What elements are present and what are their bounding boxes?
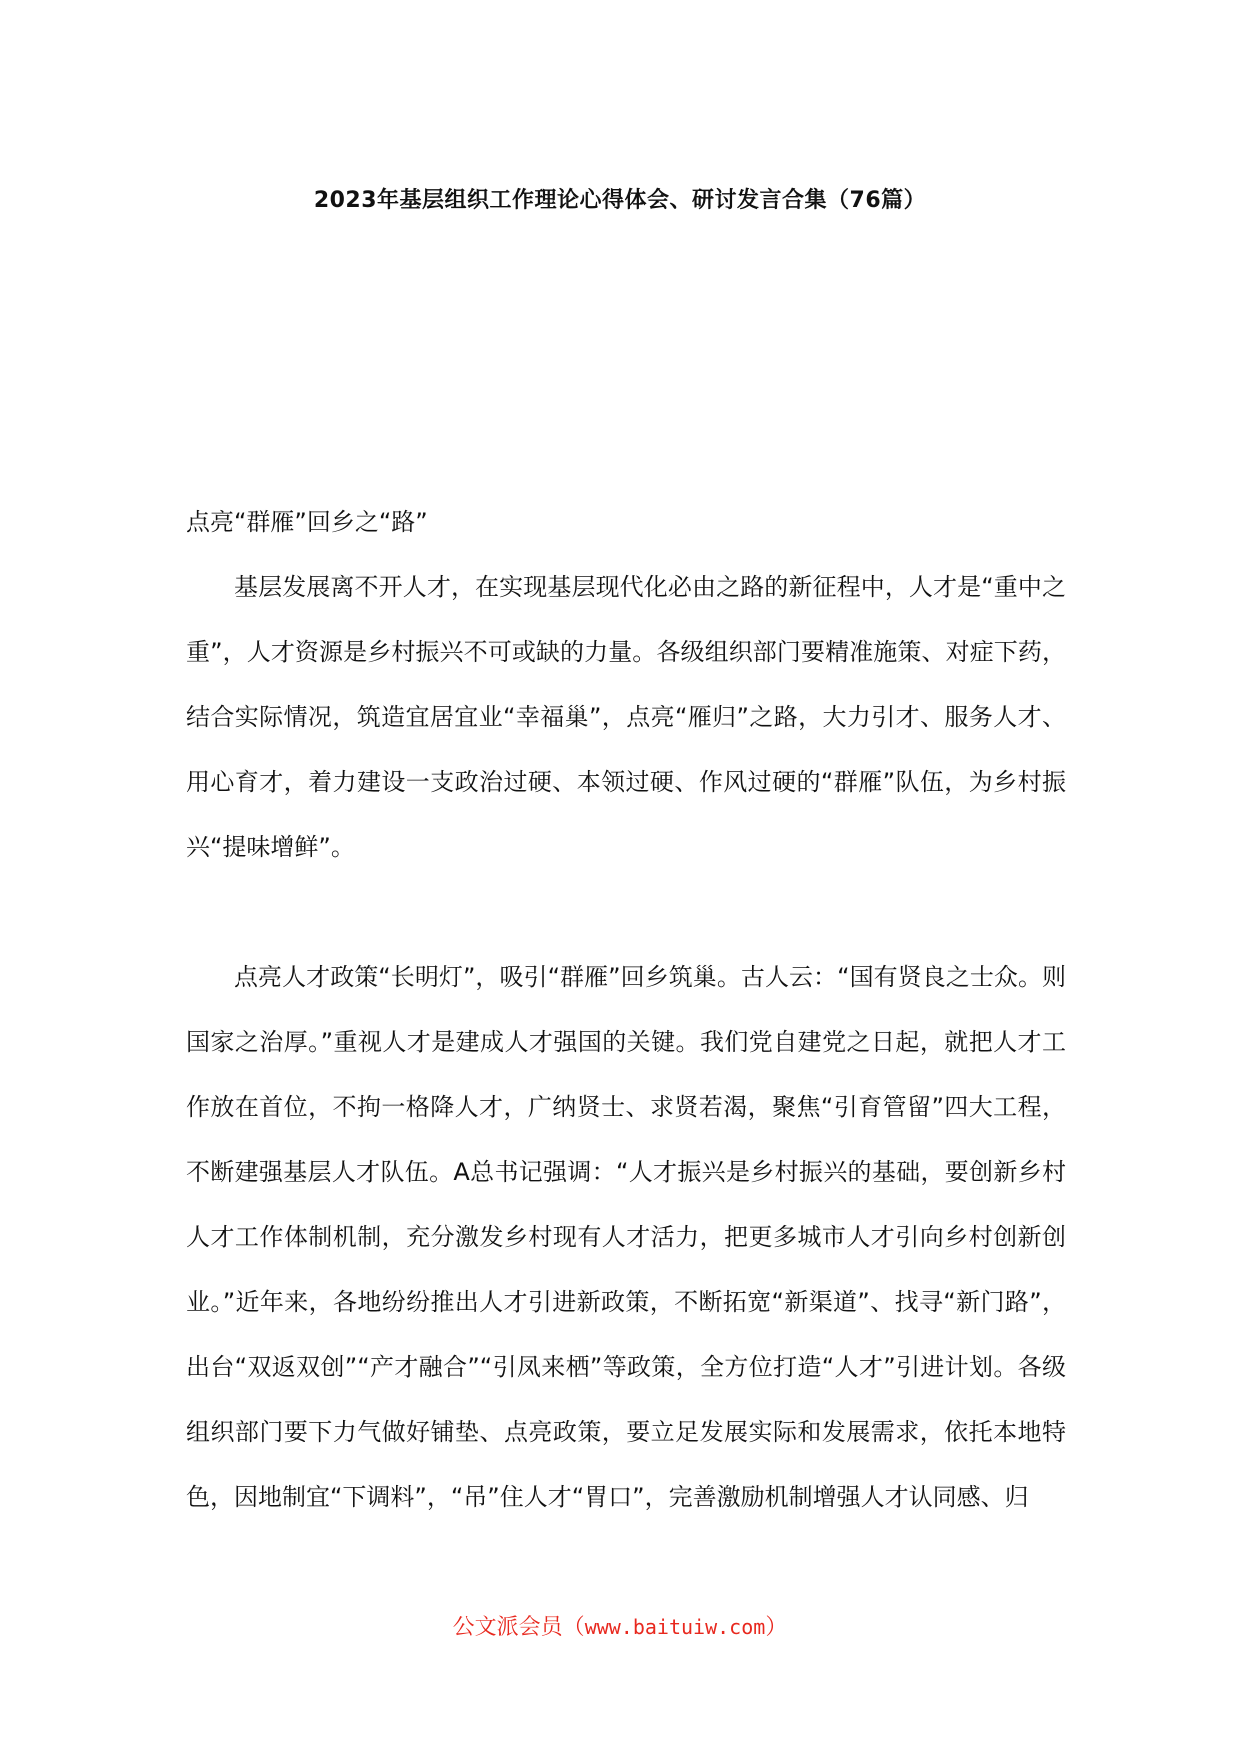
footer-close-paren: ） (765, 1615, 788, 1640)
footer-url[interactable]: www.baituiw.com (584, 1615, 766, 1639)
footer-open-paren: （ (562, 1615, 585, 1640)
section-heading: 点亮“群雁”回乡之“路” (186, 508, 428, 536)
paragraph-1: 基层发展离不开人才，在实现基层现代化必由之路的新征程中，人才是“重中之重”，人才资源是乡村振兴不可或缺的力量。各级组织部门要精准施策、对症下药，结合实际情况，筑造宜居宜业“幸福巢”，点亮“雁归”之路，大力引才、服务人才、用心育才，着力建设一支政治过硬、本领过硬、作风过硬的“群雁”队伍，为乡村振兴“提味增鲜”。 (186, 573, 1066, 861)
document-body (186, 490, 1066, 1530)
footer-watermark (0, 1615, 1240, 1641)
paragraph-gap (186, 880, 1066, 945)
paragraph-2: 点亮人才政策“长明灯”，吸引“群雁”回乡筑巢。古人云：“国有贤良之士众。则国家之治厚。”重视人才是建成人才强国的关键。我们党自建党之日起，就把人才工作放在首位，不拘一格降人才，广纳贤士、求贤若渴，聚焦“引育管留”四大工程，不断建强基层人才队伍。A总书记强调：“人才振兴是乡村振兴的基础，要创新乡村人才工作体制机制，充分激发乡村现有人才活力，把更多城市人才引向乡村创新创业。”近年来，各地纷纷推出人才引进新政策，不断拓宽“新渠道”、找寻“新门路”，出台“双返双创”“产才融合”“引凤来栖”等政策，全方位打造“人才”引进计划。各级组织部门要下力气做好铺垫、点亮政策，要立足发展实际和发展需求，依托本地特色，因地制宜“下调料”，“吊”住人才“胃口”，完善激励机制增强人才认同感、归 (186, 963, 1066, 1511)
document-title: 2023年基层组织工作理论心得体会、研讨发言合集（76篇） (313, 188, 927, 213)
footer-brand: 公文派会员 (452, 1615, 563, 1640)
